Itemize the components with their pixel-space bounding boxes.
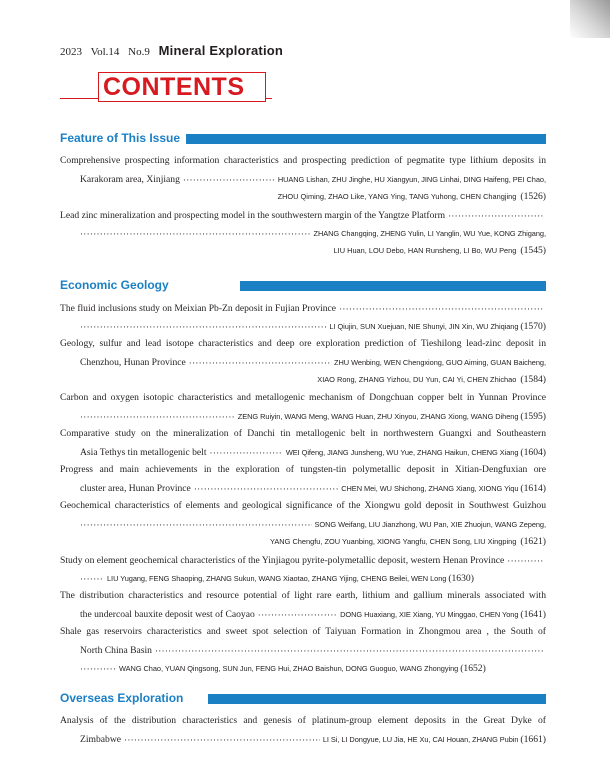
entry-authors-line: [60, 188, 546, 206]
entry-title-cont: Asia Tethys tin metallogenic belt: [80, 447, 207, 458]
toc-entry[interactable]: [60, 712, 546, 748]
leader-dots: [155, 642, 543, 654]
toc-entry[interactable]: [60, 206, 546, 260]
entry-title: Analysis of the distribution characteristics and genesis of platinum-group element deposits in the Great Dyke of: [60, 715, 546, 726]
entry-authors-cont: ZHOU Qiming, ZHAO Like, YANG Ying, TANG Yuhong, CHEN Changjing: [277, 192, 517, 201]
leader-dots: [183, 171, 275, 183]
entry-line: [60, 515, 546, 533]
toc-entry[interactable]: [60, 335, 546, 389]
entry-line: [60, 641, 546, 659]
entry-authors: HUANG Lishan, ZHU Jinghe, HU Xiangyun, JING Linhai, DING Haifeng, PEI Chao,: [277, 175, 546, 184]
section-header: [60, 692, 546, 706]
entry-line: [60, 299, 546, 317]
entry-page: (1604): [520, 447, 546, 458]
section-bar: [186, 134, 546, 144]
entry-page: (1630): [448, 573, 474, 584]
leader-dots: [80, 516, 312, 528]
leader-dots: [80, 660, 116, 672]
journal-name: Mineral Exploration: [158, 43, 284, 58]
entry-authors: CHEN Mei, WU Shichong, ZHANG Xiang, XIONG Yiqu: [341, 484, 519, 493]
entry-line: [60, 353, 546, 371]
page-title: CONTENTS: [103, 73, 245, 101]
entry-title: The fluid inclusions study on Meixian Pb-Zn deposit in Fujian Province: [60, 303, 337, 314]
leader-dots: [339, 300, 543, 312]
entry-title-cont: cluster area, Hunan Province: [80, 483, 191, 494]
entry-page: (1614): [520, 483, 546, 494]
entry-title: The distribution characteristics and resource potential of light rare earth, lithium and gallium minerals associated with: [60, 590, 546, 601]
entry-authors-line: [60, 242, 546, 260]
entry-page: (1526): [520, 191, 546, 202]
entry-title: Comparative study on the mineralization of Danchi tin metallogenic belt in northwestern Guangxi and Southeastern: [60, 428, 546, 439]
entry-authors: LI Qiujin, SUN Xuejuan, NIE Shunyi, JIN Xin, WU Zhiqiang: [329, 322, 519, 331]
entry-line: [60, 224, 546, 242]
entry-title-cont: Zimbabwe: [80, 734, 122, 745]
entry-title-cont: Karakoram area, Xinjiang: [80, 174, 180, 185]
page-corner-shading: [570, 0, 610, 38]
toc-entry[interactable]: [60, 461, 546, 497]
entry-authors: LI Si, LI Dongyue, LU Jia, HE Xu, CAI Houan, ZHANG Pubin: [322, 735, 519, 744]
entry-line: [60, 551, 546, 569]
section-header: [60, 279, 546, 293]
entry-authors-cont: LIU Huan, LOU Debo, HAN Runsheng, LI Bo, WU Peng: [333, 246, 517, 255]
entry-authors: ZENG Ruiyin, WANG Meng, WANG Huan, ZHU Xinyou, ZHANG Xiong, WANG Diheng: [237, 412, 519, 421]
issue-volume: Vol.14: [90, 46, 120, 58]
entry-authors: ZHANG Changqing, ZHENG Yulin, LI Yanglin, WU Yue, KONG Zhigang,: [313, 229, 546, 238]
entry-authors: WEI Qifeng, JIANG Junsheng, WU Yue, ZHANG Haikun, CHENG Xiang: [285, 448, 519, 457]
entry-title: Progress and main achievements in the exploration of tungsten-tin polymetallic deposit in Xitian-Dengfuxian ore: [60, 464, 546, 475]
entry-page: (1595): [520, 411, 546, 422]
entry-authors: WANG Chao, YUAN Qingsong, SUN Jun, FENG Hui, ZHAO Baishun, DONG Guoguo, WANG Zhongying: [119, 664, 459, 673]
entry-page: (1621): [520, 536, 546, 547]
issue-number: No.9: [128, 46, 150, 58]
entry-line: [60, 479, 546, 497]
leader-dots: [258, 606, 337, 618]
entry-title-cont: the undercoal bauxite deposit west of Caoyao: [80, 609, 255, 620]
leader-dots: [80, 408, 235, 420]
entry-page: (1661): [520, 734, 546, 745]
section-bar: [240, 281, 546, 291]
entry-title: Geochemical characteristics of elements and geological significance of the Xiongwu gold deposit in Southwest Guizhou: [60, 500, 546, 511]
entry-authors-line: [60, 371, 546, 389]
entry-authors-cont: XIAO Rong, ZHANG Yizhou, DU Yun, CAI Yi, CHEN Zhichao: [317, 375, 517, 384]
section-header: [60, 132, 546, 146]
entry-line: [60, 605, 546, 623]
entry-authors: DONG Huaxiang, XIE Xiang, YU Minggao, CHEN Yong: [340, 610, 519, 619]
entry-line: [60, 730, 546, 748]
toc-entry[interactable]: [60, 623, 546, 677]
masthead: [60, 44, 283, 59]
entry-title: Lead zinc mineralization and prospecting model in the southwestern margin of the Yangtze Platform: [60, 210, 446, 221]
leader-dots: [507, 552, 543, 564]
entry-page: (1652): [460, 663, 486, 674]
toc-entry[interactable]: [60, 587, 546, 623]
entry-line: [60, 317, 546, 335]
entry-line: [60, 443, 546, 461]
toc-entry[interactable]: [60, 152, 546, 206]
entry-authors: ZHU Wenbing, WEN Chengxiong, GUO Aiming, GUAN Baicheng,: [334, 358, 546, 367]
entry-title: Shale gas reservoirs characteristics and sweet spot selection of Taiyuan Formation in Zhongmou area , the South of: [60, 626, 546, 637]
leader-dots: [124, 731, 320, 743]
entry-page: (1545): [520, 245, 546, 256]
section-bar: [208, 694, 546, 704]
section-overseas-exploration: [60, 692, 546, 748]
leader-dots: [80, 225, 310, 237]
entry-title-cont: Chenzhou, Hunan Province: [80, 357, 186, 368]
section-title: Economic Geology: [60, 278, 172, 293]
entry-authors: LIU Yugang, FENG Shaoping, ZHANG Sukun, WANG Xiaotao, ZHANG Yijing, CHENG Beilei, WEN Long: [107, 574, 447, 583]
entry-authors: SONG Weifang, LIU Jianzhong, WU Pan, XIE Zhuojun, WANG Zepeng,: [314, 520, 546, 529]
leader-dots: [194, 480, 338, 492]
leader-dots: [80, 318, 326, 330]
entry-page: (1570): [520, 321, 546, 332]
leader-dots: [80, 570, 104, 582]
toc-entry[interactable]: [60, 551, 546, 587]
entry-title: Geology, sulfur and lead isotope characteristics and deep ore exploration prediction of Tieshilong lead-zinc deposit in: [60, 338, 546, 349]
leader-dots: [210, 444, 283, 456]
section-title: Overseas Exploration: [60, 691, 186, 706]
toc-entry[interactable]: [60, 497, 546, 551]
leader-dots: [189, 354, 331, 366]
entry-title: Carbon and oxygen isotopic characteristics and metallogenic mechanism of Dongchuan copper belt in Yunnan Province: [60, 392, 546, 403]
entry-title-cont: North China Basin: [80, 645, 152, 656]
toc-entry[interactable]: [60, 425, 546, 461]
entry-page: (1584): [520, 374, 546, 385]
entry-line: [60, 569, 546, 587]
entry-line: [60, 170, 546, 188]
entry-title: Study on element geochemical characteristics of the Yinjiagou pyrite-polymetallic deposit, western Henan Province: [60, 555, 505, 566]
toc-entry[interactable]: [60, 389, 546, 425]
entry-line: [60, 659, 546, 677]
section-title: Feature of This Issue: [60, 131, 183, 146]
section-feature: [60, 132, 546, 260]
entry-line: [60, 407, 546, 425]
toc-entry[interactable]: [60, 299, 546, 335]
issue-year: 2023: [60, 46, 82, 58]
entry-authors-line: [60, 533, 546, 551]
entry-title: Comprehensive prospecting information characteristics and prospecting prediction of pegmatite type lithium deposits in: [60, 155, 546, 166]
entry-page: (1641): [520, 609, 546, 620]
section-economic-geology: [60, 279, 546, 677]
entry-line: [60, 206, 546, 224]
entry-authors-cont: YANG Chengfu, ZOU Yuanbing, XIONG Yangfu, CHEN Song, LIU Xingping: [270, 537, 517, 546]
leader-dots: [448, 207, 543, 219]
